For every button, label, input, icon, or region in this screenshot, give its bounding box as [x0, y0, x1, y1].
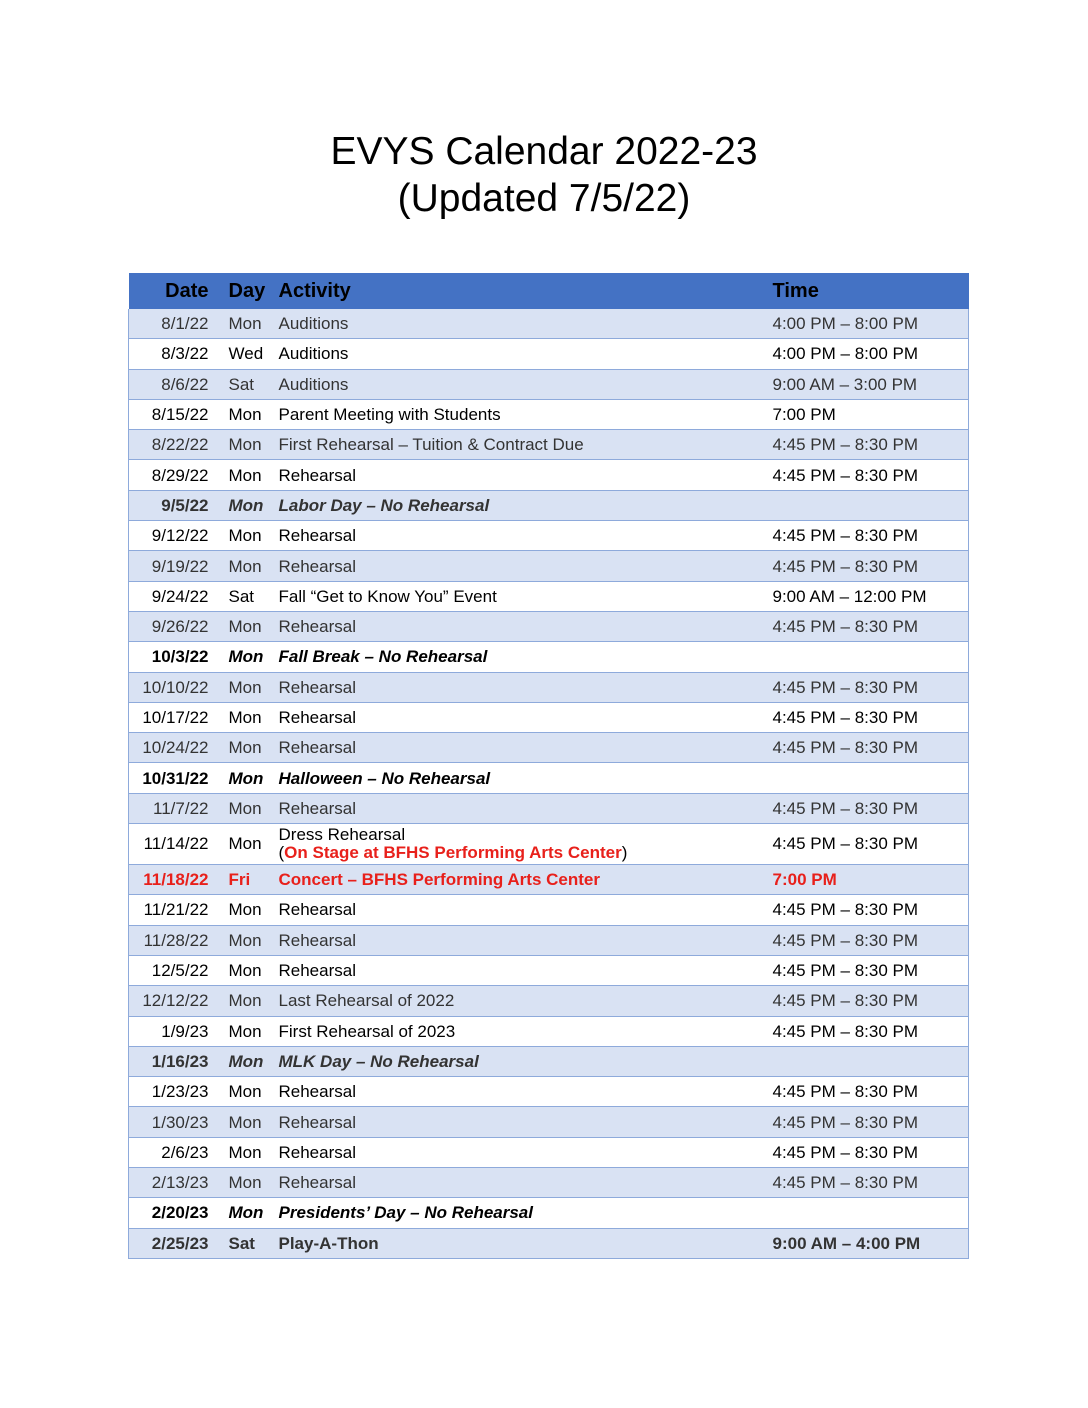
- time-cell: 4:45 PM – 8:30 PM: [767, 733, 969, 763]
- activity-cell: Rehearsal: [273, 551, 767, 581]
- date-cell: 9/19/22: [129, 551, 215, 581]
- title-line-1: EVYS Calendar 2022-23: [330, 130, 758, 173]
- date-cell: 11/7/22: [129, 793, 215, 823]
- time-cell: [767, 490, 969, 520]
- table-row: [129, 1198, 969, 1228]
- day-cell: Mon: [215, 955, 273, 985]
- activity-cell: Rehearsal: [273, 733, 767, 763]
- date-cell: 8/1/22: [129, 309, 215, 339]
- day-cell: Sat: [215, 581, 273, 611]
- time-cell: 4:45 PM – 8:30 PM: [767, 430, 969, 460]
- header-date: Date: [129, 273, 215, 309]
- date-cell: 10/10/22: [129, 672, 215, 702]
- time-cell: 4:45 PM – 8:30 PM: [767, 925, 969, 955]
- date-cell: 12/5/22: [129, 955, 215, 985]
- time-cell: 9:00 AM – 3:00 PM: [767, 369, 969, 399]
- activity-cell: Rehearsal: [273, 895, 767, 925]
- table-row: [129, 955, 969, 985]
- activity-cell: First Rehearsal of 2023: [273, 1016, 767, 1046]
- activity-cell: Parent Meeting with Students: [273, 399, 767, 429]
- day-cell: Mon: [215, 309, 273, 339]
- date-cell: 9/24/22: [129, 581, 215, 611]
- day-cell: Mon: [215, 1168, 273, 1198]
- day-cell: Mon: [215, 763, 273, 793]
- activity-cell: First Rehearsal – Tuition & Contract Due: [273, 430, 767, 460]
- date-cell: 11/21/22: [129, 895, 215, 925]
- date-cell: 1/16/23: [129, 1046, 215, 1076]
- day-cell: Mon: [215, 1016, 273, 1046]
- activity-cell: Labor Day – No Rehearsal: [273, 490, 767, 520]
- activity-cell: MLK Day – No Rehearsal: [273, 1046, 767, 1076]
- table-row: [129, 986, 969, 1016]
- table-row: [129, 309, 969, 339]
- table-row: [129, 824, 969, 865]
- calendar-table: [128, 273, 969, 1259]
- time-cell: [767, 1046, 969, 1076]
- table-row: [129, 702, 969, 732]
- date-cell: 2/20/23: [129, 1198, 215, 1228]
- header-activity: Activity: [273, 273, 767, 309]
- date-cell: 1/23/23: [129, 1077, 215, 1107]
- day-cell: Mon: [215, 702, 273, 732]
- time-cell: 9:00 AM – 4:00 PM: [767, 1228, 969, 1258]
- table-row: [129, 865, 969, 895]
- time-cell: 7:00 PM: [767, 865, 969, 895]
- activity-cell: Rehearsal: [273, 460, 767, 490]
- time-cell: 4:45 PM – 8:30 PM: [767, 1168, 969, 1198]
- time-cell: 4:45 PM – 8:30 PM: [767, 824, 969, 865]
- time-cell: 4:45 PM – 8:30 PM: [767, 1016, 969, 1046]
- table-row: [129, 369, 969, 399]
- activity-cell: Fall Break – No Rehearsal: [273, 642, 767, 672]
- header-day: Day: [215, 273, 273, 309]
- time-cell: 4:45 PM – 8:30 PM: [767, 672, 969, 702]
- activity-cell: Auditions: [273, 309, 767, 339]
- activity-cell: Concert – BFHS Performing Arts Center: [273, 865, 767, 895]
- table-row: [129, 1046, 969, 1076]
- day-cell: Mon: [215, 1046, 273, 1076]
- activity-cell: Rehearsal: [273, 925, 767, 955]
- date-cell: 1/9/23: [129, 1016, 215, 1046]
- table-row: [129, 521, 969, 551]
- time-cell: 4:45 PM – 8:30 PM: [767, 1107, 969, 1137]
- time-cell: 4:45 PM – 8:30 PM: [767, 611, 969, 641]
- time-cell: 4:45 PM – 8:30 PM: [767, 793, 969, 823]
- table-row: [129, 793, 969, 823]
- table-row: [129, 1107, 969, 1137]
- time-cell: 4:45 PM – 8:30 PM: [767, 460, 969, 490]
- day-cell: Fri: [215, 865, 273, 895]
- time-cell: 4:45 PM – 8:30 PM: [767, 1077, 969, 1107]
- day-cell: Mon: [215, 672, 273, 702]
- activity-cell: Rehearsal: [273, 1107, 767, 1137]
- activity-cell: Auditions: [273, 339, 767, 369]
- date-cell: 2/6/23: [129, 1137, 215, 1167]
- activity-cell: Rehearsal: [273, 1137, 767, 1167]
- time-cell: 4:45 PM – 8:30 PM: [767, 551, 969, 581]
- activity-cell: Rehearsal: [273, 702, 767, 732]
- date-cell: 8/6/22: [129, 369, 215, 399]
- date-cell: 8/29/22: [129, 460, 215, 490]
- date-cell: 12/12/22: [129, 986, 215, 1016]
- activity-cell: Rehearsal: [273, 1168, 767, 1198]
- activity-cell: Rehearsal: [273, 793, 767, 823]
- day-cell: Mon: [215, 1198, 273, 1228]
- table-row: [129, 581, 969, 611]
- day-cell: Mon: [215, 733, 273, 763]
- activity-cell: Last Rehearsal of 2022: [273, 986, 767, 1016]
- activity-cell: Play-A-Thon: [273, 1228, 767, 1258]
- date-cell: 8/22/22: [129, 430, 215, 460]
- table-row: [129, 895, 969, 925]
- time-cell: 4:45 PM – 8:30 PM: [767, 986, 969, 1016]
- activity-note-highlight: On Stage at BFHS Performing Arts Center: [284, 843, 622, 863]
- day-cell: Mon: [215, 1107, 273, 1137]
- date-cell: 2/25/23: [129, 1228, 215, 1258]
- date-cell: 9/26/22: [129, 611, 215, 641]
- time-cell: [767, 763, 969, 793]
- activity-cell: Presidents’ Day – No Rehearsal: [273, 1198, 767, 1228]
- table-header-row: [129, 273, 969, 309]
- day-cell: Mon: [215, 793, 273, 823]
- time-cell: 4:45 PM – 8:30 PM: [767, 955, 969, 985]
- activity-cell: Fall “Get to Know You” Event: [273, 581, 767, 611]
- day-cell: Mon: [215, 986, 273, 1016]
- day-cell: Mon: [215, 551, 273, 581]
- activity-cell: Rehearsal: [273, 611, 767, 641]
- table-row: [129, 551, 969, 581]
- note-close-paren: ): [621, 843, 628, 863]
- activity-cell: [273, 824, 767, 865]
- table-row: [129, 460, 969, 490]
- day-cell: Mon: [215, 642, 273, 672]
- day-cell: Mon: [215, 399, 273, 429]
- day-cell: Mon: [215, 460, 273, 490]
- date-cell: 9/5/22: [129, 490, 215, 520]
- time-cell: 7:00 PM: [767, 399, 969, 429]
- title-line-2: (Updated 7/5/22): [397, 177, 691, 220]
- table-row: [129, 339, 969, 369]
- time-cell: 4:00 PM – 8:00 PM: [767, 309, 969, 339]
- table-row: [129, 399, 969, 429]
- day-cell: Sat: [215, 369, 273, 399]
- date-cell: 11/14/22: [129, 824, 215, 865]
- table-row: [129, 733, 969, 763]
- date-cell: 10/24/22: [129, 733, 215, 763]
- table-row: [129, 490, 969, 520]
- time-cell: [767, 642, 969, 672]
- activity-cell: Rehearsal: [273, 955, 767, 985]
- day-cell: Wed: [215, 339, 273, 369]
- table-row: [129, 642, 969, 672]
- day-cell: Mon: [215, 611, 273, 641]
- activity-main-text: Dress Rehearsal: [278, 825, 406, 845]
- day-cell: Mon: [215, 1137, 273, 1167]
- day-cell: Mon: [215, 430, 273, 460]
- activity-cell: Auditions: [273, 369, 767, 399]
- table-row: [129, 611, 969, 641]
- date-cell: 9/12/22: [129, 521, 215, 551]
- time-cell: [767, 1198, 969, 1228]
- date-cell: 10/3/22: [129, 642, 215, 672]
- activity-cell: Rehearsal: [273, 521, 767, 551]
- day-cell: Mon: [215, 824, 273, 865]
- day-cell: Mon: [215, 925, 273, 955]
- header-time: Time: [767, 273, 969, 309]
- table-row: [129, 763, 969, 793]
- date-cell: 10/31/22: [129, 763, 215, 793]
- date-cell: 2/13/23: [129, 1168, 215, 1198]
- table-row: [129, 672, 969, 702]
- date-cell: 11/18/22: [129, 865, 215, 895]
- day-cell: Mon: [215, 1077, 273, 1107]
- time-cell: 4:45 PM – 8:30 PM: [767, 895, 969, 925]
- date-cell: 8/3/22: [129, 339, 215, 369]
- day-cell: Mon: [215, 895, 273, 925]
- activity-cell: Halloween – No Rehearsal: [273, 763, 767, 793]
- table-row: [129, 430, 969, 460]
- day-cell: Mon: [215, 521, 273, 551]
- table-row: [129, 1016, 969, 1046]
- activity-cell: Rehearsal: [273, 672, 767, 702]
- table-row: [129, 1137, 969, 1167]
- date-cell: 10/17/22: [129, 702, 215, 732]
- table-row: [129, 1077, 969, 1107]
- time-cell: 9:00 AM – 12:00 PM: [767, 581, 969, 611]
- note-open-paren: (: [278, 843, 285, 863]
- day-cell: Sat: [215, 1228, 273, 1258]
- day-cell: Mon: [215, 490, 273, 520]
- table-row: [129, 925, 969, 955]
- activity-note-line: [279, 844, 767, 862]
- page-title: [0, 128, 1088, 222]
- time-cell: 4:45 PM – 8:30 PM: [767, 521, 969, 551]
- table-row: [129, 1168, 969, 1198]
- time-cell: 4:45 PM – 8:30 PM: [767, 702, 969, 732]
- date-cell: 11/28/22: [129, 925, 215, 955]
- date-cell: 1/30/23: [129, 1107, 215, 1137]
- table-row: [129, 1228, 969, 1258]
- time-cell: 4:00 PM – 8:00 PM: [767, 339, 969, 369]
- date-cell: 8/15/22: [129, 399, 215, 429]
- time-cell: 4:45 PM – 8:30 PM: [767, 1137, 969, 1167]
- activity-cell: Rehearsal: [273, 1077, 767, 1107]
